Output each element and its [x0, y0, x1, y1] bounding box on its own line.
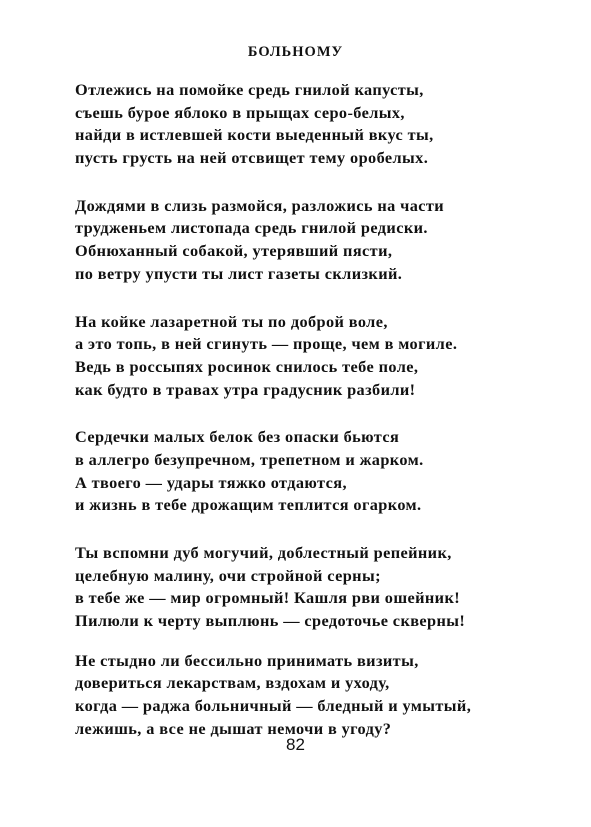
poem-line: по ветру упусти ты лист газеты склизкий. [75, 263, 403, 283]
poem-line: в тебе же — мир огромный! Кашля рви ошейник! [75, 588, 461, 608]
poem-line: а это топь, в ней сгинуть — проще, чем в могиле. [75, 334, 458, 354]
stanza [75, 650, 545, 741]
poem-line: Ведь в россыпях росинок снилось тебе поле, [75, 356, 419, 376]
poem-line: съешь бурое яблоко в прыщах серо-белых, [75, 102, 405, 122]
poem-line: в аллегро безупречном, трепетном и жарком. [75, 449, 424, 469]
poem-line: На койке лазаретной ты по доброй воле, [75, 311, 388, 331]
stanza [75, 79, 545, 170]
poem-line: Пилюли к черту выплюнь — средоточье скверны! [75, 611, 466, 631]
stanza [75, 311, 545, 402]
poem-line: Сердечки малых белок без опаски бьются [75, 427, 400, 447]
poem-line: Обнюханный собакой, утерявший пясти, [75, 241, 393, 261]
poem-title: БОЛЬНОМУ [247, 44, 344, 60]
stanza [75, 195, 545, 286]
poem-line: А твоего — удары тяжко отдаются, [75, 472, 347, 492]
poem-line: лежишь, а все не дышат немочи в угоду? [75, 718, 392, 738]
stanza [75, 426, 545, 517]
poem-line: когда — раджа больничный — бледный и умытый, [75, 696, 472, 716]
poem-line: Ты вспомни дуб могучий, доблестный репейник, [75, 543, 452, 562]
poem-line: довериться лекарствам, вздохам и уходу, [75, 673, 390, 693]
poem-line: как будто в травах утра градусник разбили! [75, 379, 416, 399]
poem-line: Дождями в слизь размойся, разложись на части [75, 195, 445, 215]
poem-line: найди в истлевшей кости выеденный вкус ты, [75, 125, 434, 145]
poem-line: трудженьем листопада средь гнилой редиски. [75, 218, 428, 238]
poem-line: целебную малину, очи стройной серны; [75, 565, 381, 585]
poem-line: пусть грусть на ней отсвищет тему оробелых. [75, 148, 429, 168]
page-number: 82 [286, 735, 305, 754]
stanza [75, 542, 545, 633]
poem-body [75, 79, 545, 766]
poem-line: Отлежись на помойке средь гнилой капусты, [75, 80, 424, 99]
poem-line: и жизнь в тебе дрожащим теплится огарком. [75, 495, 422, 515]
poem-line: Не стыдно ли бессильно принимать визиты, [75, 650, 419, 670]
